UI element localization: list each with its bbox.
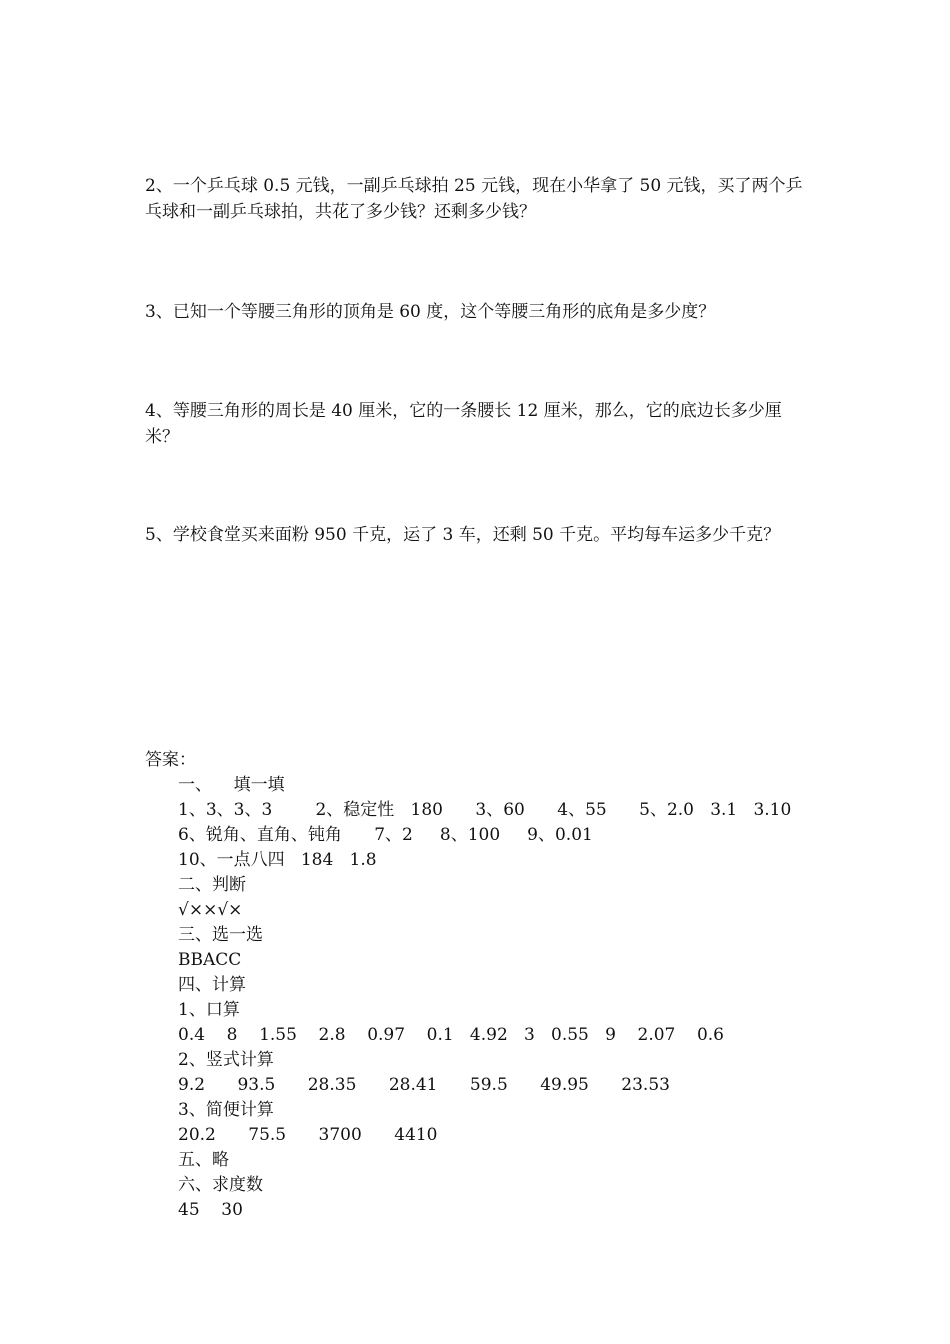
answer-line: 10、一点八四 184 1.8 bbox=[178, 850, 377, 870]
question-3: 3、已知一个等腰三角形的顶角是 60 度，这个等腰三角形的底角是多少度？ bbox=[145, 302, 716, 322]
answer-line: 1、3、3、3 2、稳定性 180 3、60 4、55 5、2.0 3.1 3.10 bbox=[178, 800, 792, 820]
answer-line: 9.2 93.5 28.35 28.41 59.5 49.95 23.53 bbox=[178, 1075, 670, 1095]
answer-line: √××√× bbox=[178, 900, 243, 920]
answer-line: 三、选一选 bbox=[178, 925, 263, 945]
answer-line: 1、口算 bbox=[178, 1000, 240, 1020]
answer-line: 0.4 8 1.55 2.8 0.97 0.1 4.92 3 0.55 9 2.07 0.6 bbox=[178, 1025, 725, 1045]
question-2: 2、一个乒乓球 0.5 元钱，一副乒乓球拍 25 元钱，现在小华拿了 50 元钱，买了两个乒乓球和一副乒乓球拍，共花了多少钱？还剩多少钱？ bbox=[145, 176, 803, 222]
answer-line: 六、求度数 bbox=[178, 1175, 263, 1195]
answer-line: 20.2 75.5 3700 4410 bbox=[178, 1125, 438, 1145]
answer-line: 2、竖式计算 bbox=[178, 1050, 274, 1070]
question-5: 5、学校食堂买来面粉 950 千克，运了 3 车，还剩 50 千克。平均每车运多少千克？ bbox=[145, 525, 781, 545]
answer-line: 五、略 bbox=[178, 1150, 229, 1170]
answer-line: 四、计算 bbox=[178, 975, 246, 995]
answer-line: BBACC bbox=[178, 950, 242, 970]
answer-line: 二、判断 bbox=[178, 875, 246, 895]
question-4: 4、等腰三角形的周长是 40 厘米，它的一条腰长 12 厘米，那么，它的底边长多少厘米？ bbox=[145, 401, 782, 447]
answers-heading: 答案： bbox=[145, 750, 196, 770]
answer-line: 6、锐角、直角、钝角 7、2 8、100 9、0.01 bbox=[178, 825, 593, 845]
answer-line: 一、 填一填 bbox=[178, 775, 285, 795]
answer-line: 45 30 bbox=[178, 1200, 243, 1220]
answer-line: 3、简便计算 bbox=[178, 1100, 274, 1120]
